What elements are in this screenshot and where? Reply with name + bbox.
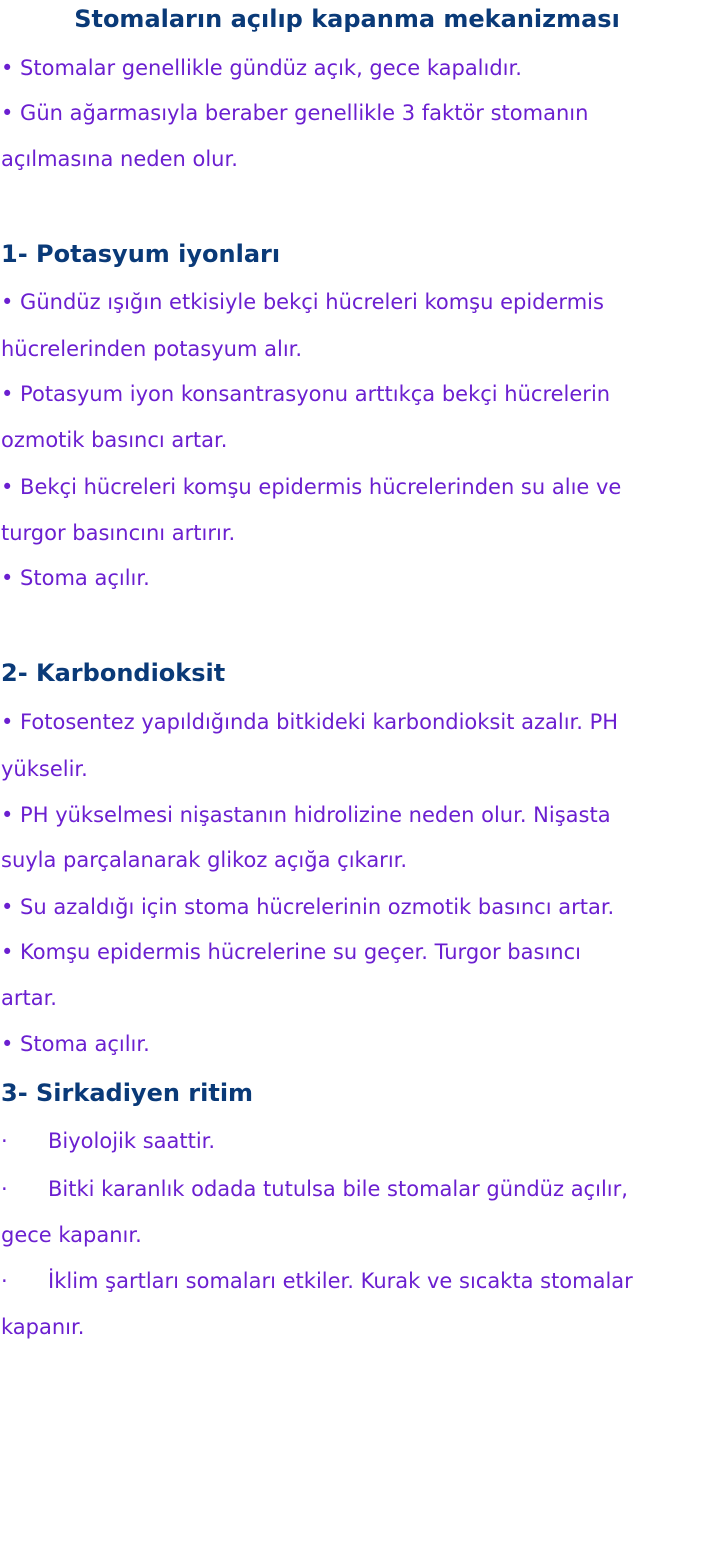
- section-1-line-7: • Stoma açılır.: [1, 566, 150, 590]
- intro-line-3: açılmasına neden olur.: [1, 147, 238, 171]
- section-2-heading: 2- Karbondioksit: [1, 659, 226, 687]
- section-3-item-1: Biyolojik saattir.: [48, 1129, 216, 1153]
- bullet-dot-icon: ·: [1, 1129, 8, 1153]
- section-2-line-7: artar.: [1, 986, 57, 1010]
- section-3-item-2-cont: gece kapanır.: [1, 1223, 142, 1247]
- section-2-line-4: suyla parçalanarak glikoz açığa çıkarır.: [1, 848, 408, 872]
- section-3-item-3: İklim şartları somaları etkiler. Kurak ve sıcakta stomalar: [48, 1269, 633, 1293]
- section-2-line-3: • PH yükselmesi nişastanın hidrolizine neden olur. Nişasta: [1, 803, 611, 827]
- section-1-line-4: ozmotik basıncı artar.: [1, 428, 228, 452]
- intro-line-2: • Gün ağarmasıyla beraber genellikle 3 faktör stomanın: [1, 101, 589, 125]
- section-1-heading: 1- Potasyum iyonları: [1, 240, 281, 268]
- section-2-line-8: • Stoma açılır.: [1, 1032, 150, 1056]
- section-3-item-2: Bitki karanlık odada tutulsa bile stomalar gündüz açılır,: [48, 1177, 628, 1201]
- page-title: Stomaların açılıp kapanma mekanizması: [74, 5, 620, 33]
- bullet-dot-icon: ·: [1, 1269, 8, 1293]
- bullet-dot-icon: ·: [1, 1177, 8, 1201]
- section-1-line-3: • Potasyum iyon konsantrasyonu arttıkça bekçi hücrelerin: [1, 382, 611, 406]
- section-3-item-3-cont: kapanır.: [1, 1315, 85, 1339]
- intro-line-1: • Stomalar genellikle gündüz açık, gece kapalıdır.: [1, 56, 522, 80]
- section-1-line-2: hücrelerinden potasyum alır.: [1, 337, 303, 361]
- section-1-line-5: • Bekçi hücreleri komşu epidermis hücrelerinden su alıe ve: [1, 475, 622, 499]
- section-1-line-6: turgor basıncını artırır.: [1, 521, 236, 545]
- section-3-heading: 3- Sirkadiyen ritim: [1, 1079, 254, 1107]
- section-2-line-2: yükselir.: [1, 757, 88, 781]
- section-2-line-1: • Fotosentez yapıldığında bitkideki karbondioksit azalır. PH: [1, 710, 619, 734]
- section-1-line-1: • Gündüz ışığın etkisiyle bekçi hücreleri komşu epidermis: [1, 290, 604, 314]
- section-2-line-6: • Komşu epidermis hücrelerine su geçer. Turgor basıncı: [1, 940, 581, 964]
- section-2-line-5: • Su azaldığı için stoma hücrelerinin ozmotik basıncı artar.: [1, 895, 615, 919]
